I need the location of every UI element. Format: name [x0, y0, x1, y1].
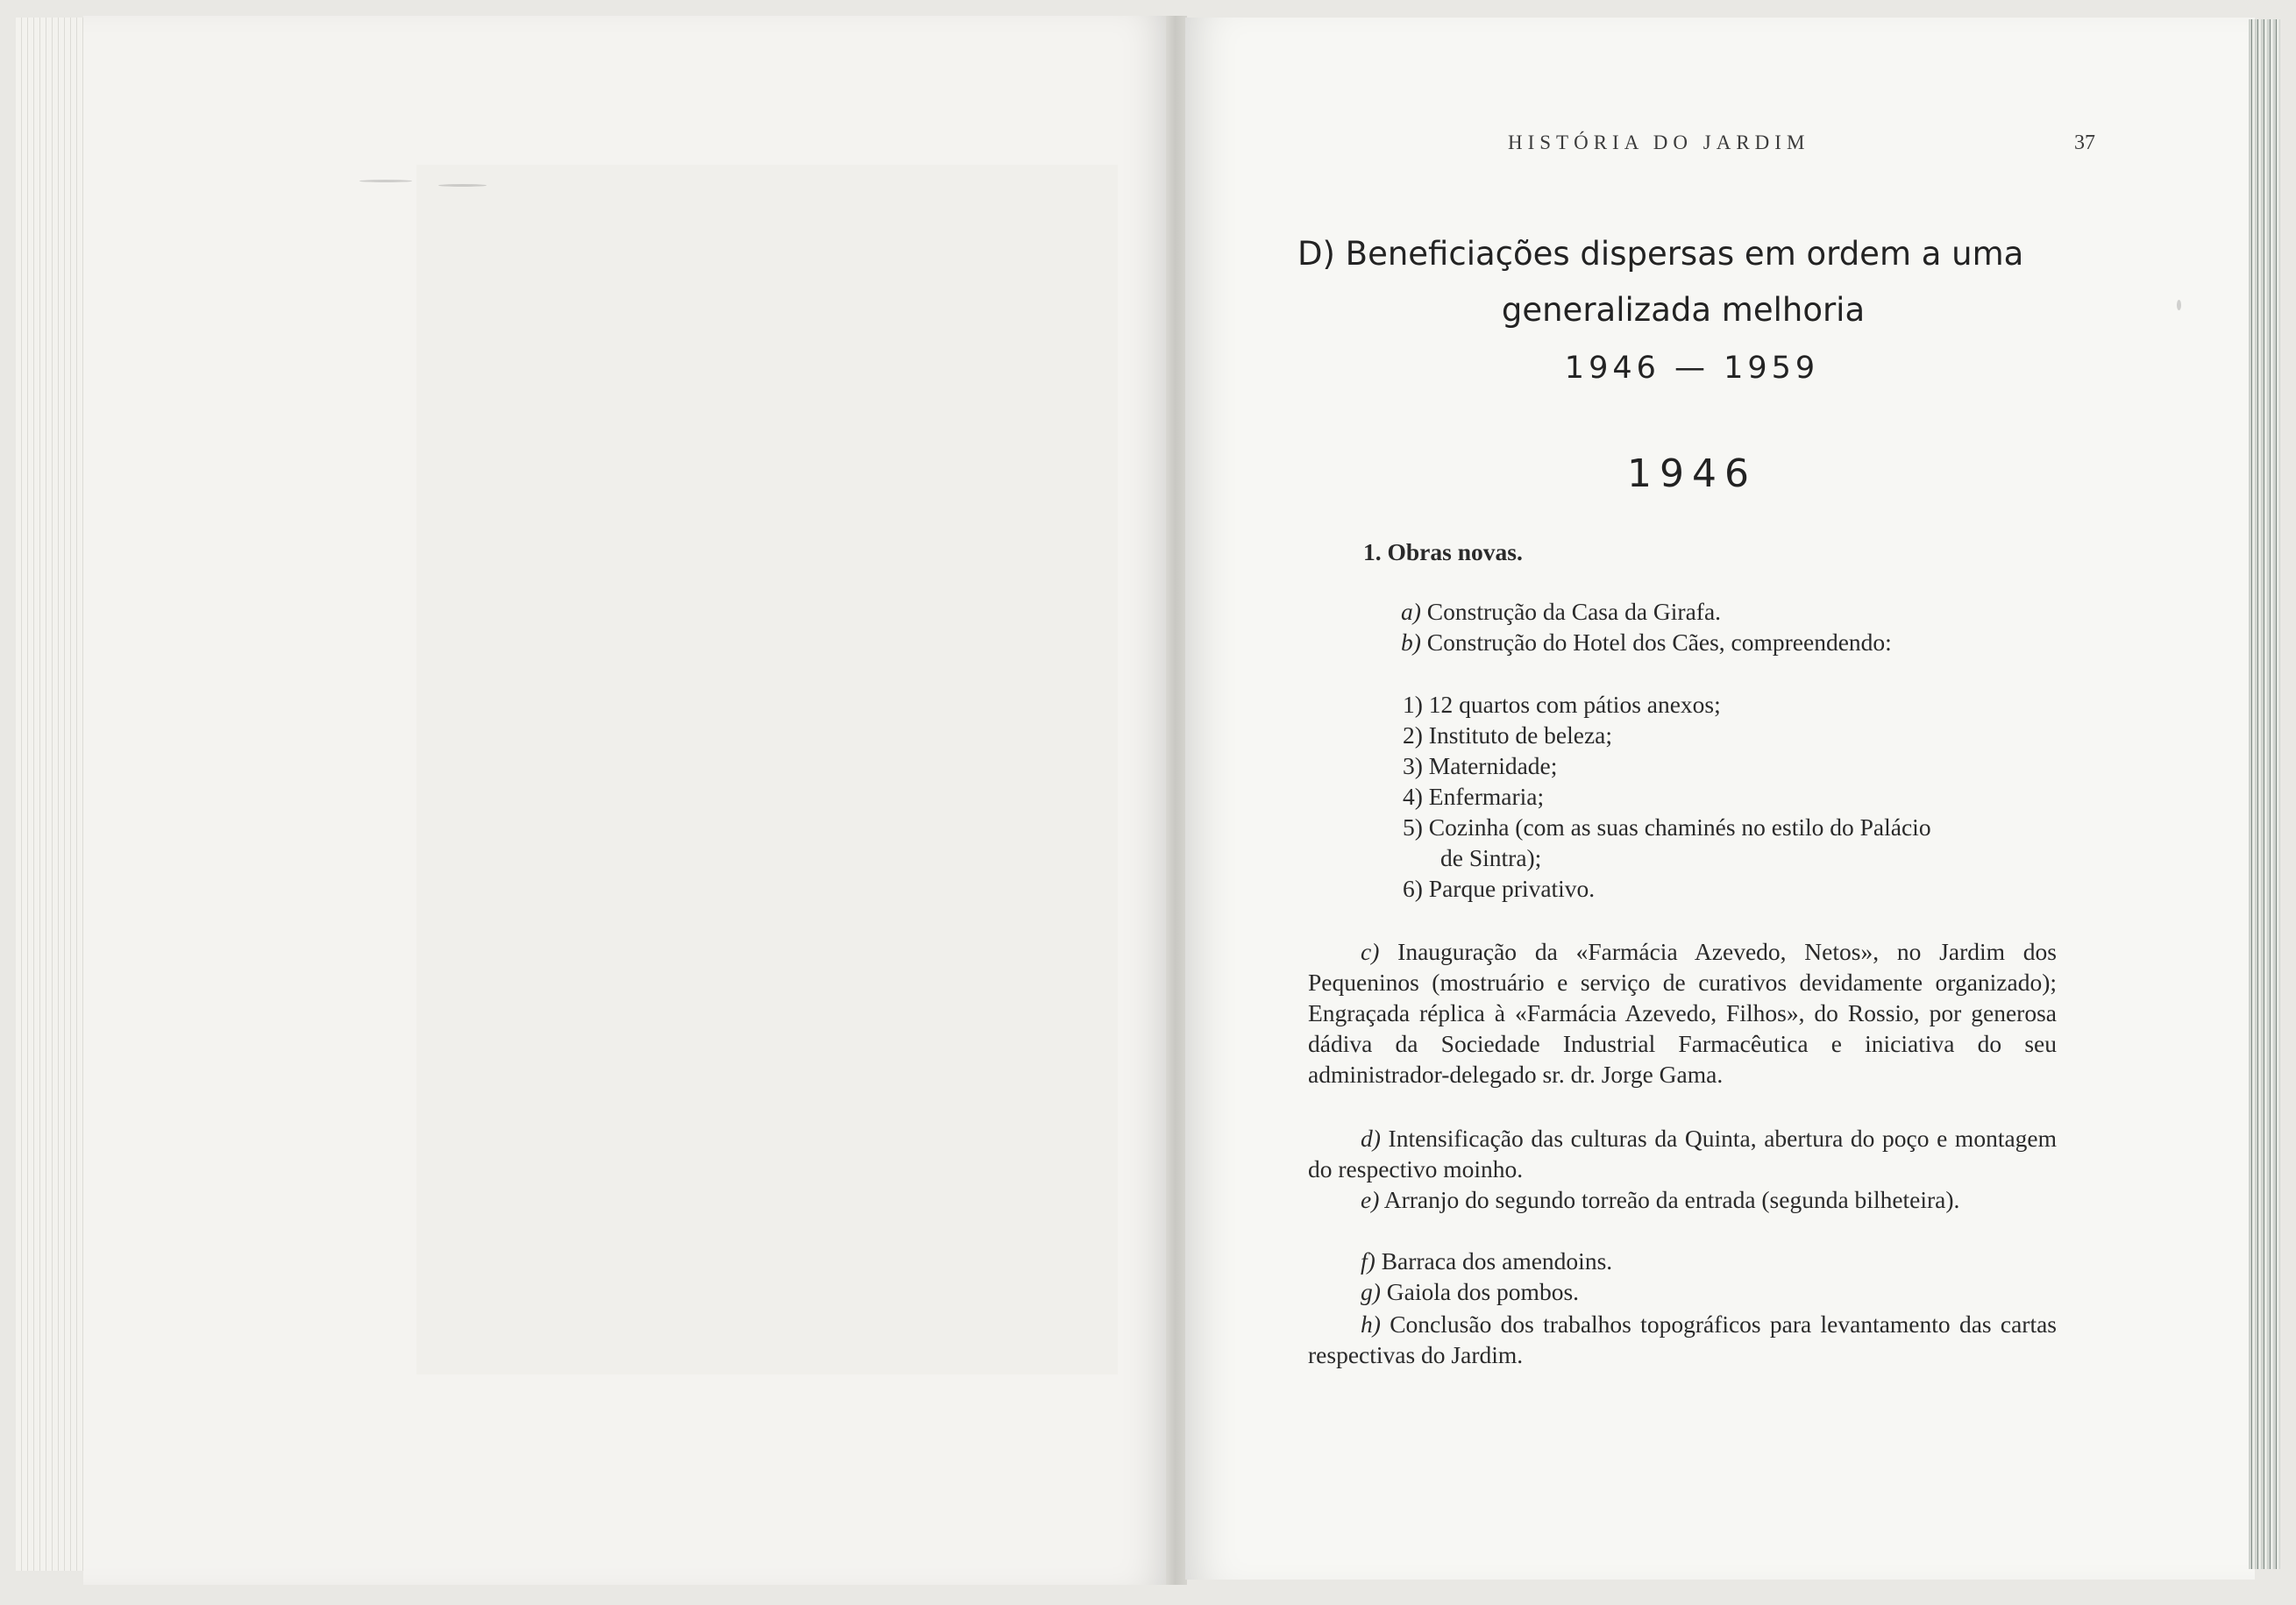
paragraph: h) Conclusão dos trabalhos topográficos para levantamento das cartas respectivas do Jardim. [1308, 1310, 2058, 1368]
section-title-line1: D) Beneficiações dispersas em ordem a uma [1297, 235, 2024, 273]
sub-list-item: 2) Instituto de beleza; [1403, 721, 1613, 749]
page-number: 37 [2074, 131, 2095, 154]
sub-list-item: 1) 12 quartos com pátios anexos; [1403, 691, 1721, 718]
year-range: 1946 — 1959 [1564, 351, 1820, 386]
ink-spot [2177, 300, 2181, 310]
paragraph: d) Intensificação das culturas da Quinta, abertura do poço e montagem do respectivo moinho. [1308, 1125, 2058, 1182]
sub-list-item: de Sintra); [1440, 844, 1542, 871]
running-head: HISTÓRIA DO JARDIM [1508, 131, 1810, 153]
ink-spot [359, 180, 412, 182]
list-item: a) Construção da Casa da Girafa. [1401, 598, 1722, 625]
paragraph: e) Arranjo do segundo torreão da entrada (segunda bilheteira). [1361, 1186, 1960, 1213]
sub-list-item: 5) Cozinha (com as suas chaminés no estilo do Palácio [1403, 813, 1931, 841]
right-page-edges [2249, 19, 2280, 1569]
section-title [1297, 226, 2069, 338]
sub-list-item: 4) Enfermaria; [1403, 783, 1545, 810]
list-item: b) Construção do Hotel dos Cães, compreendendo: [1401, 629, 1892, 656]
paragraph: c) Inauguração da «Farmácia Azevedo, Netos», no Jardim dos Pequeninos (mostruário e serviço de curativos devidamente organizado); Engraçada réplica à «Farmácia Azevedo, Filhos», do Rossio, por generosa dádiva da Sociedade Industrial Farmacêutica e iniciativa do seu administrador-delegado sr. dr. Jorge Gama. [1308, 938, 2057, 1088]
section-title-line2: generalizada melhoria [1501, 291, 1866, 329]
year-heading: 1946 [1627, 451, 1757, 496]
paragraph: f) Barraca dos amendoins. [1361, 1247, 1613, 1275]
show-through-text [416, 165, 1118, 1374]
sub-list-item: 3) Maternidade; [1403, 752, 1558, 779]
book-gutter [1166, 16, 1187, 1585]
ink-spot [438, 184, 487, 187]
subsection-heading: 1. Obras novas. [1363, 538, 1523, 565]
left-page-blank [83, 16, 1175, 1585]
paragraph: g) Gaiola dos pombos. [1361, 1278, 1580, 1305]
sub-list-item: 6) Parque privativo. [1403, 875, 1596, 902]
